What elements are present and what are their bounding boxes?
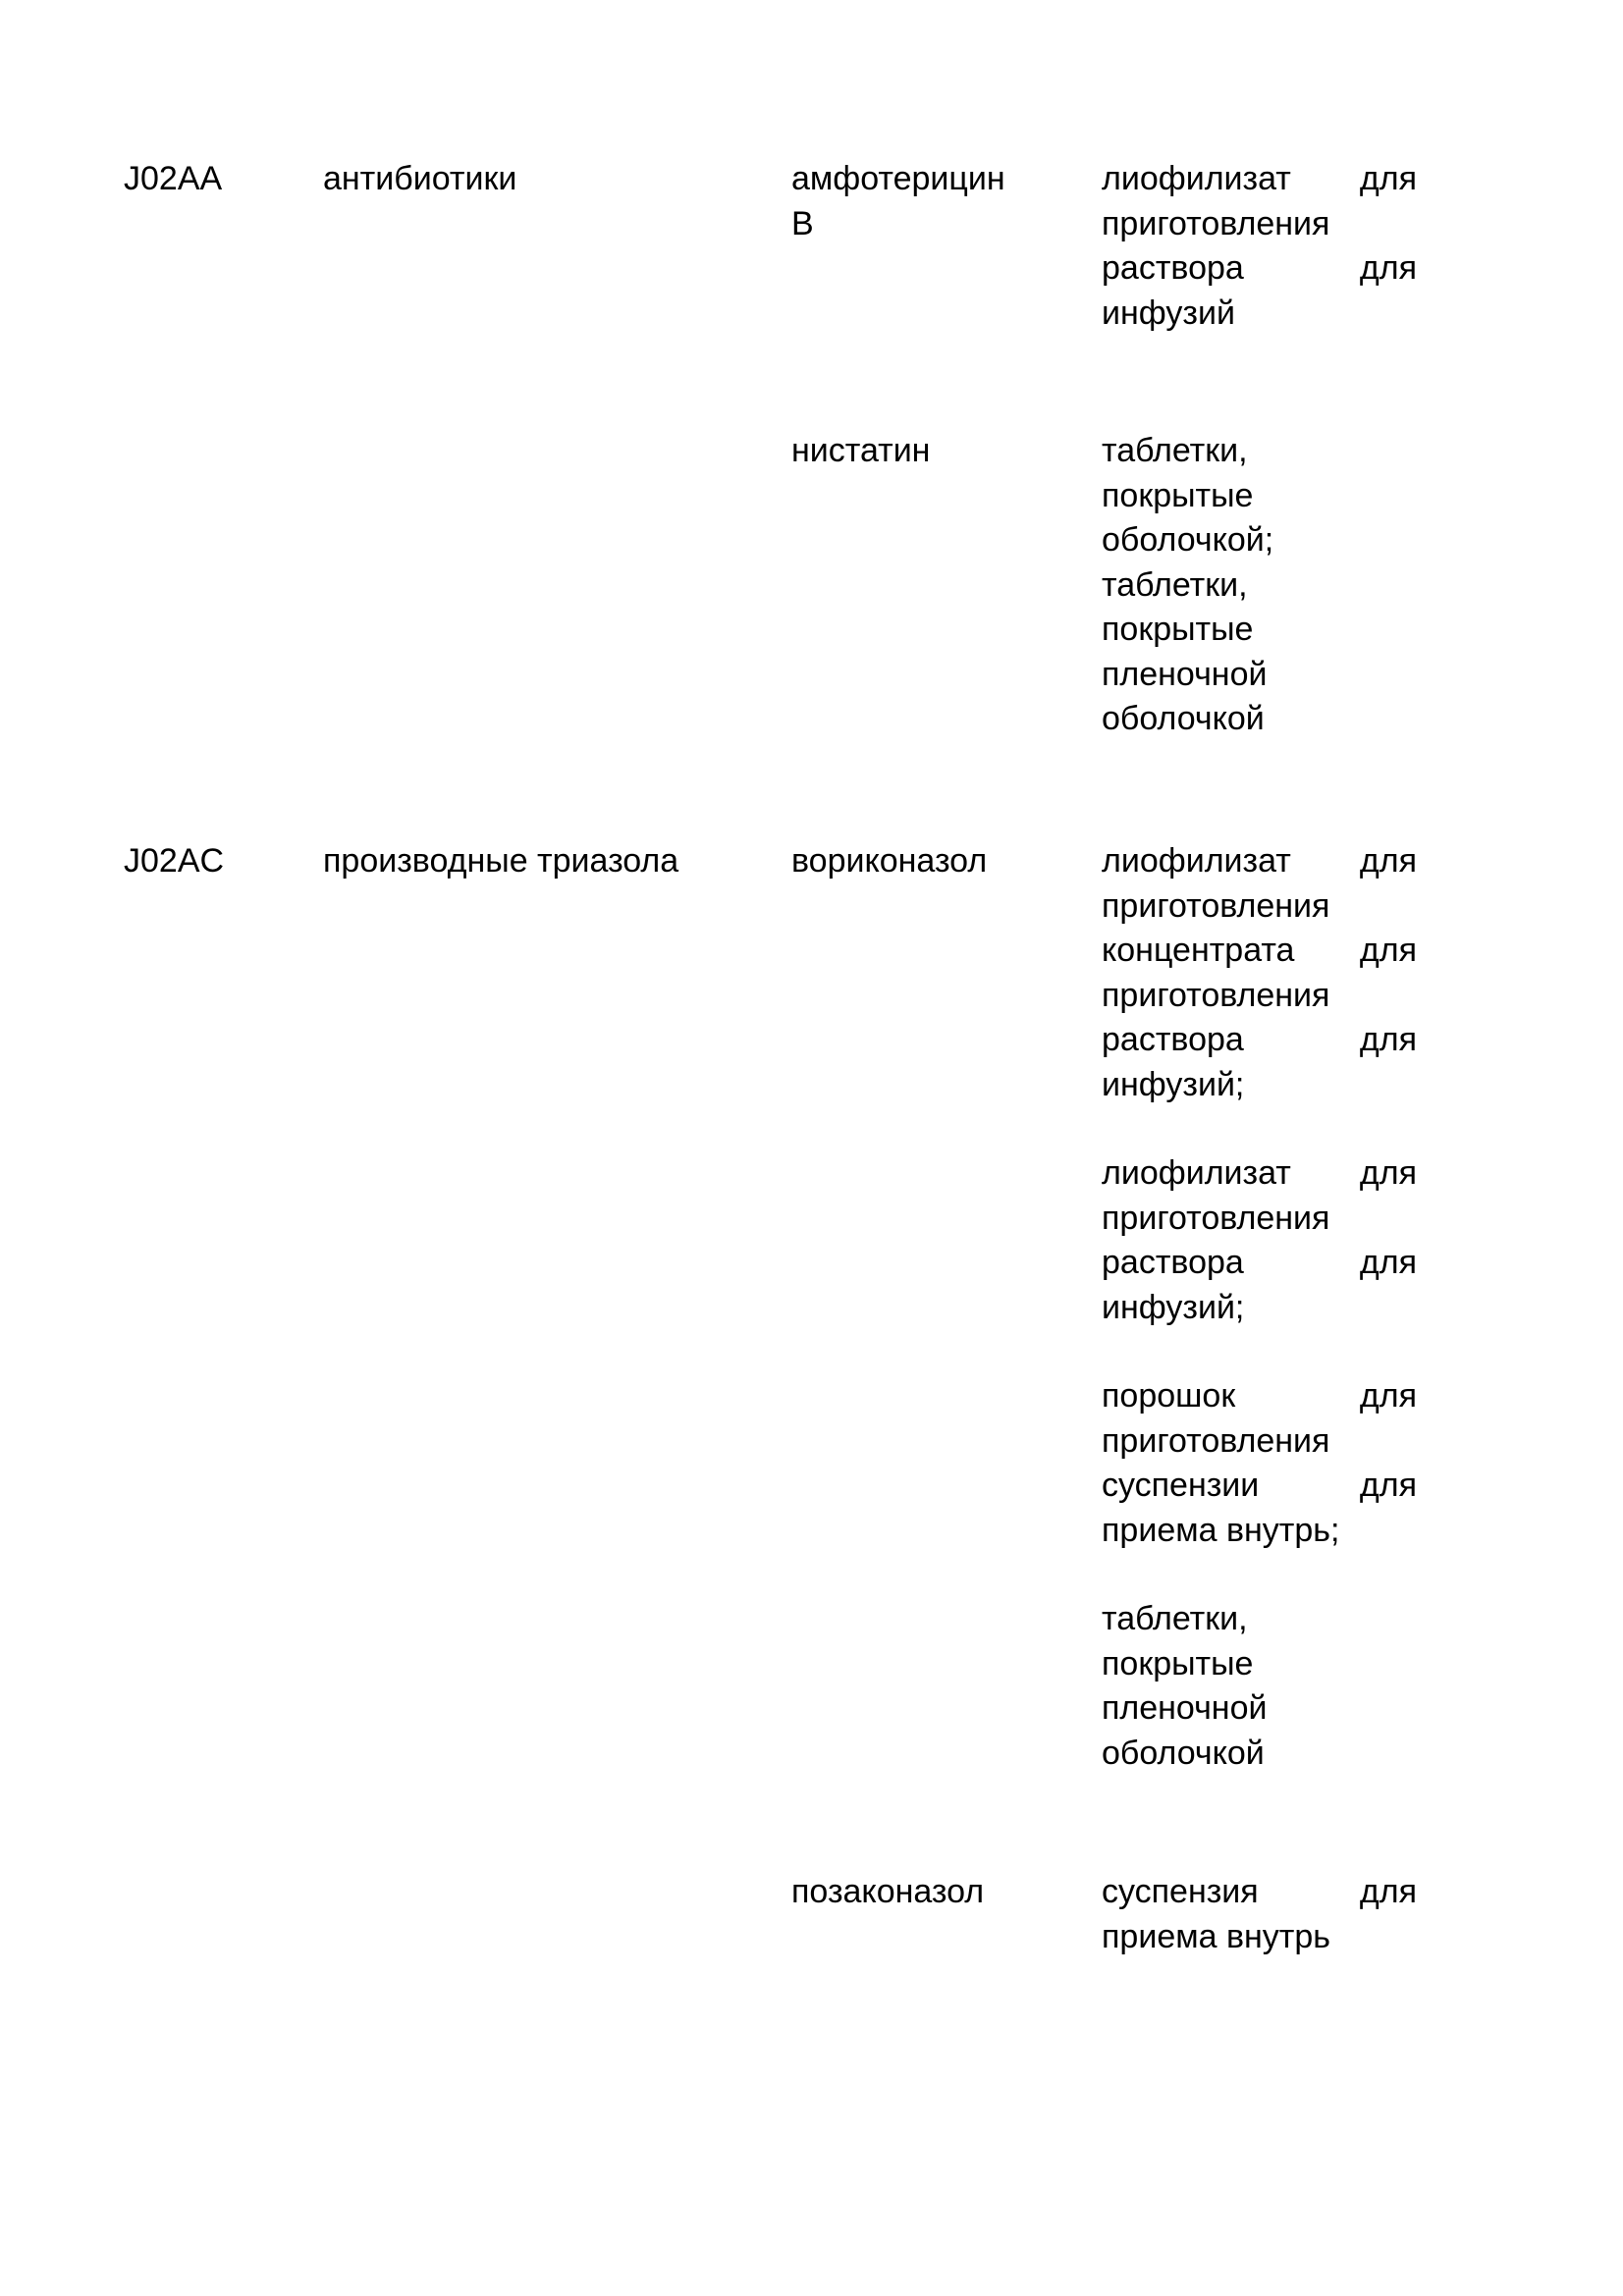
dosage-form-line: пленочной [1102,1689,1268,1727]
dosage-form [1102,1374,1417,1553]
dosage-form [1102,1151,1417,1330]
dosage-form-line: покрытые [1102,611,1254,648]
drug-name-line: B [791,204,814,242]
dosage-form-line: суспензия для [1102,1873,1417,1910]
dosage-form-line: оболочкой; [1102,521,1274,559]
dosage-form-line: приготовления [1102,886,1330,925]
dosage-form-line: раствора для [1102,1244,1417,1281]
dosage-form-line: приема внутрь; [1102,1511,1340,1549]
dosage-form [1102,1597,1417,1776]
dosage-form-line: раствора для [1102,249,1417,287]
dosage-form-line: таблетки, [1102,432,1248,469]
drug-name-line: нистатин [791,432,931,469]
drug-name [791,157,1005,246]
dosage-form-line: таблетки, [1102,565,1248,604]
dosage-form-line: лиофилизат для [1102,160,1417,197]
pharmacological-group: производные триазола [323,842,679,880]
dosage-form-line: инфузий; [1102,1288,1245,1326]
drug-name [791,429,930,474]
dosage-form-line: пленочной [1102,655,1268,693]
dosage-form-line: инфузий; [1102,1065,1245,1103]
pharmacological-group: антибиотики [323,160,517,197]
dosage-form-line: оболочкой [1102,1734,1265,1772]
drug-name [791,839,987,884]
dosage-form-line: приготовления [1102,1199,1330,1237]
dosage-form-line: покрытые [1102,476,1254,514]
drug-name-line: амфотерицин [791,160,1005,197]
dosage-form [1102,429,1417,742]
dosage-form [1102,839,1417,1107]
atc-code: J02AC [124,842,225,880]
dosage-form-line: суспензии для [1102,1467,1417,1504]
dosage-form-line: раствора для [1102,1021,1417,1058]
dosage-form-line: лиофилизат для [1102,842,1417,880]
drug-name [791,1870,984,1915]
dosage-form-line: таблетки, [1102,1600,1248,1637]
dosage-form [1102,157,1417,336]
dosage-form-line: концентрата для [1102,932,1417,969]
dosage-form-line: покрытые [1102,1644,1254,1682]
drug-name-line: позаконазол [791,1873,985,1910]
drug-name-line: вориконазол [791,842,988,880]
dosage-form [1102,1870,1417,1959]
dosage-form-line: порошок для [1102,1377,1417,1415]
dosage-form-line: оболочкой [1102,700,1265,737]
atc-code: J02AA [124,160,223,197]
dosage-form-line: приготовления [1102,976,1330,1014]
dosage-form-line: приготовления [1102,204,1330,242]
dosage-form-line: приготовления [1102,1421,1330,1460]
dosage-form-line: лиофилизат для [1102,1154,1417,1192]
dosage-form-line: инфузий [1102,294,1235,332]
dosage-form-line: приема внутрь [1102,1917,1330,1955]
